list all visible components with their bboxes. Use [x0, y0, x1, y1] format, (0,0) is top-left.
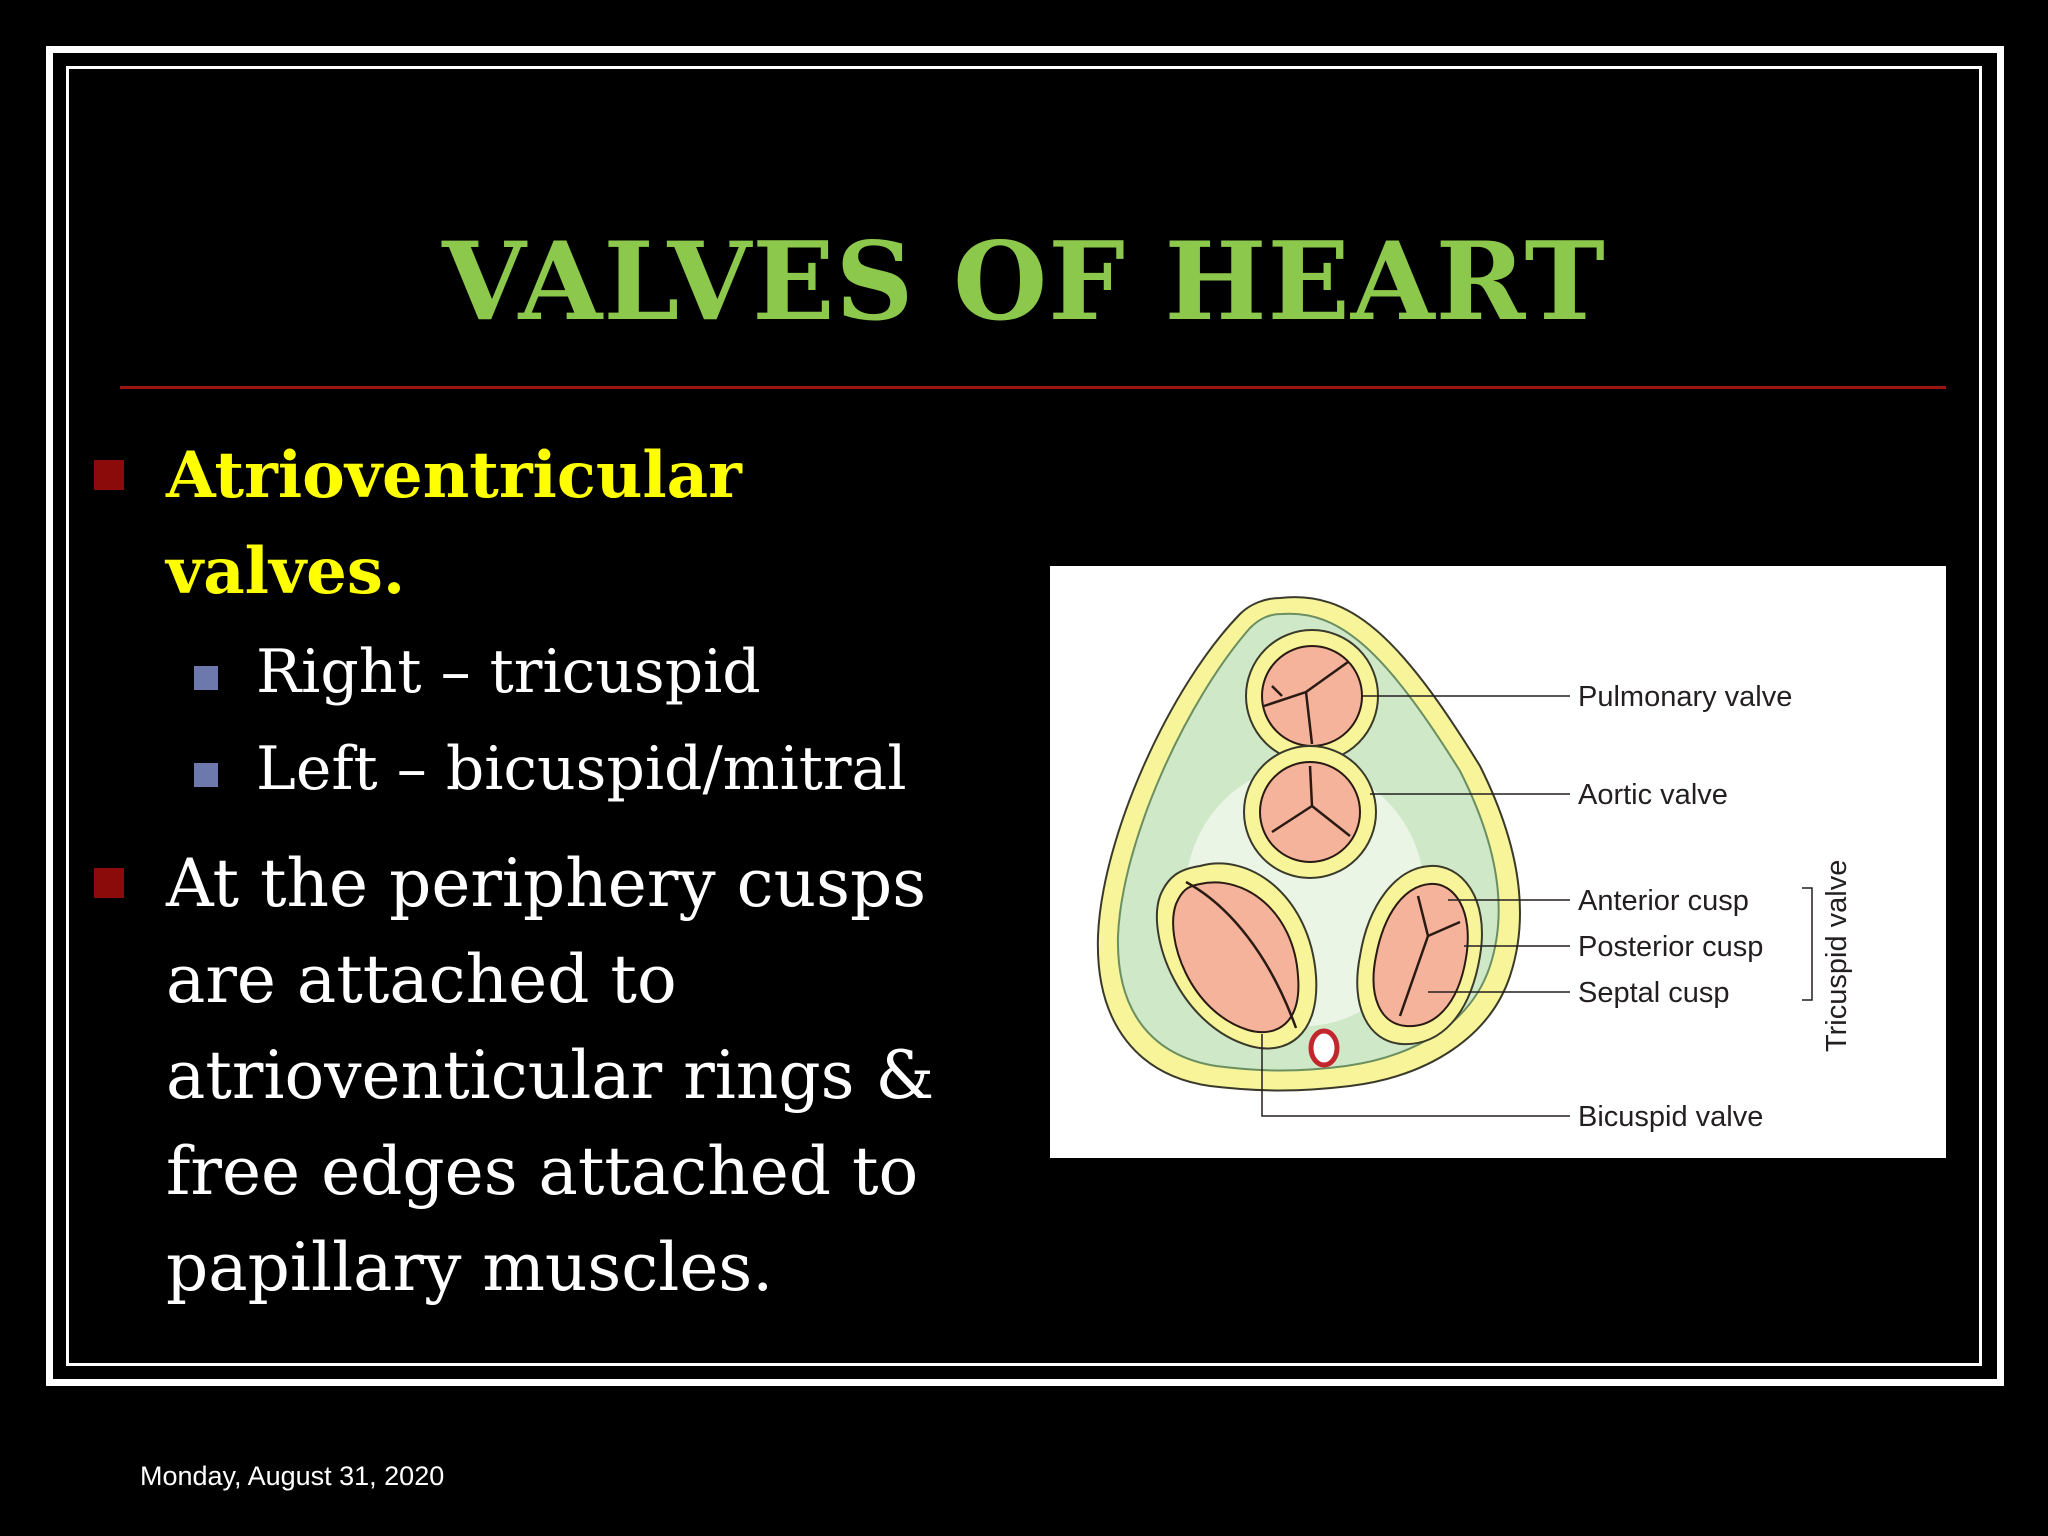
heart-valves-figure — [1050, 566, 1946, 1158]
title-divider — [120, 386, 1946, 389]
sub-bullet-square-icon — [194, 666, 218, 690]
label-aortic-valve: Aortic valve — [1578, 779, 1728, 811]
heart-valves-diagram — [1050, 566, 1946, 1158]
slide-footer-date: Monday, August 31, 2020 — [140, 1461, 445, 1491]
label-septal-cusp: Septal cusp — [1578, 977, 1730, 1009]
red-ring-icon — [1311, 1031, 1337, 1065]
slide-title: VALVES OF HEART — [442, 219, 1606, 345]
label-posterior-cusp: Posterior cusp — [1578, 931, 1764, 963]
tricuspid-bracket — [1802, 888, 1812, 1000]
pulmonary-valve-icon — [1262, 646, 1362, 746]
label-pulmonary-valve: Pulmonary valve — [1578, 681, 1793, 713]
label-bicuspid-valve: Bicuspid valve — [1578, 1101, 1764, 1133]
sub-bullet-square-icon — [194, 763, 218, 787]
bullet-heading: Atrioventricular valves. — [166, 438, 742, 609]
label-anterior-cusp: Anterior cusp — [1578, 885, 1749, 917]
sub-item-right: Right – tricuspid — [256, 637, 761, 707]
label-tricuspid-valve: Tricuspid valve — [1821, 859, 1853, 1052]
bullet-square-icon — [94, 868, 124, 898]
bullet-square-icon — [94, 460, 124, 490]
bullet-periphery: At the periphery cusps are attached to atrioventicular rings & free edges attached to papillary muscles. — [166, 845, 935, 1306]
sub-item-left: Left – bicuspid/mitral — [256, 734, 907, 804]
